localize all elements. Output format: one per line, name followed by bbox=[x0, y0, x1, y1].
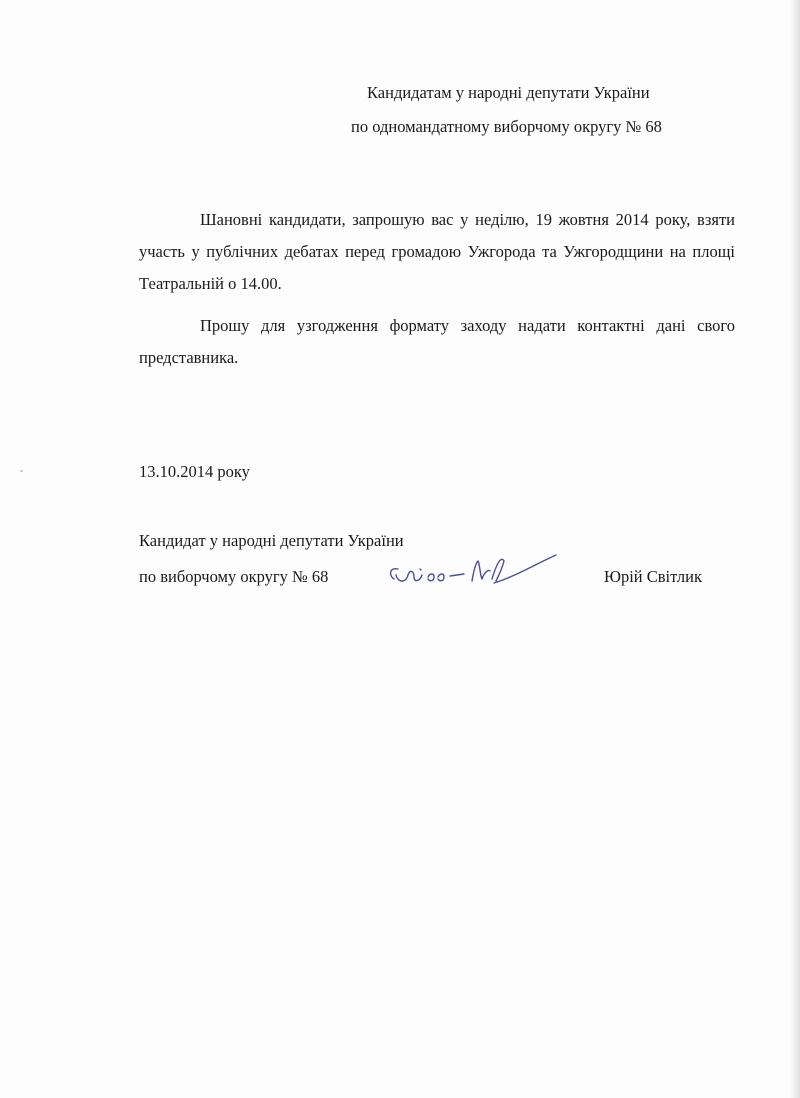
signature-block bbox=[139, 531, 739, 601]
signer-title-line-2: по виборчому округу № 68 bbox=[139, 567, 329, 586]
addressee-block bbox=[351, 76, 662, 144]
letter-body bbox=[139, 204, 735, 374]
letter-date: 13.10.2014 року bbox=[139, 462, 250, 481]
addressee-line-1: Кандидатам у народні депутати України bbox=[367, 83, 650, 102]
scan-speck bbox=[20, 470, 23, 472]
paragraph-invitation: Шановні кандидати, запрошую вас у неділю, 19 жовтня 2014 року, взяти участь у публічних дебатах перед громадою Ужгорода та Ужгородщини на площі Театральній о 14.00. bbox=[139, 210, 735, 293]
page-edge-shadow bbox=[790, 0, 800, 1098]
handwritten-signature bbox=[384, 549, 564, 597]
signer-name: Юрій Світлик bbox=[604, 567, 703, 586]
addressee-line-2: по одномандатному виборчому округу № 68 bbox=[351, 117, 662, 136]
paragraph-request: Прошу для узгодження формату заходу надати контактні дані свого представника. bbox=[139, 316, 735, 367]
signer-title-line-1: Кандидат у народні депутати України bbox=[139, 531, 404, 550]
